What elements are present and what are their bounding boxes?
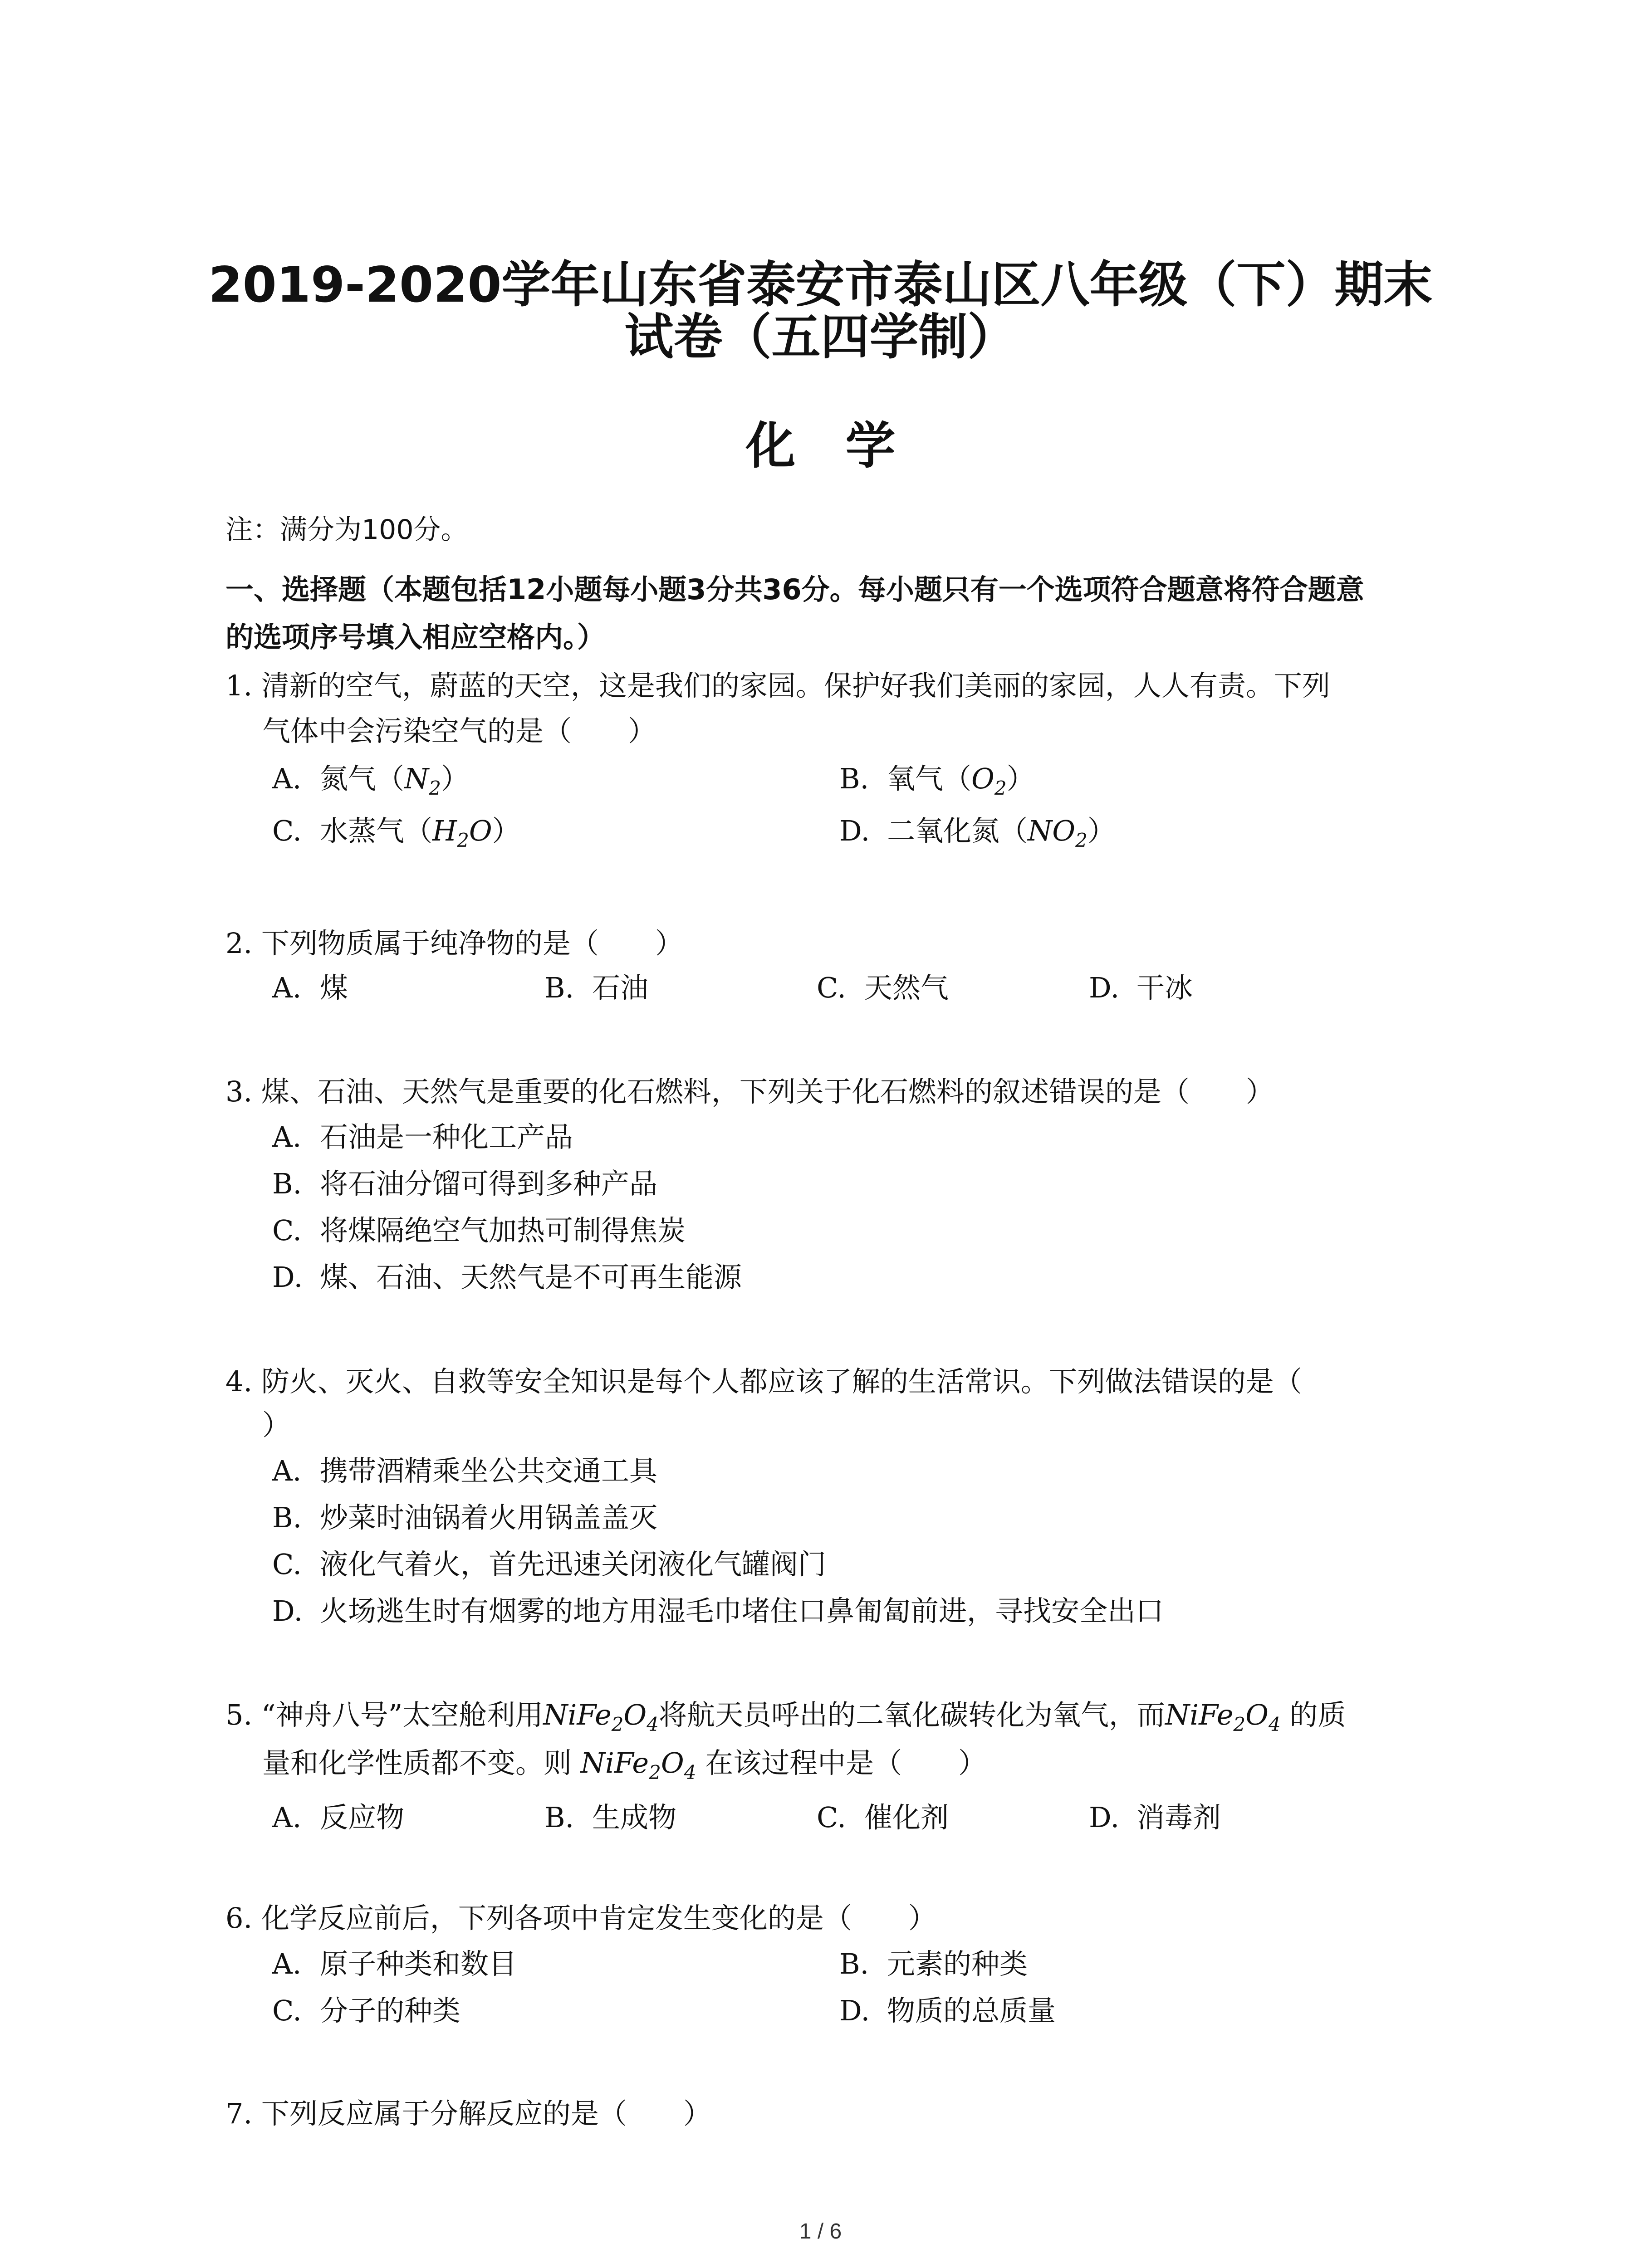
chem-formula: $NiFe_2O_4$ <box>543 1698 659 1735</box>
question-6-option-d: D. 物质的总质量 <box>839 1994 1056 2027</box>
chem-formula: $H_2O$ <box>432 814 492 851</box>
section-heading-line2: 的选项序号填入相应空格内。） <box>225 621 606 654</box>
question-3-option-d: D. 煤、石油、天然气是不可再生能源 <box>272 1261 742 1294</box>
question-text: 煤、石油、天然气是重要的化石燃料，下列关于化石燃料的叙述错误的是（ ） <box>261 1075 1274 1108</box>
question-4-option-d: D. 火场逃生时有烟雾的地方用湿毛巾堵住口鼻匍匐前进，寻找安全出口 <box>272 1594 1164 1628</box>
question-number: 3. <box>225 1075 253 1108</box>
question-text: 下列反应属于分解反应的是（ ） <box>261 2097 711 2130</box>
score-note: 注：满分为100分。 <box>225 514 468 546</box>
chem-formula: $O_2$ <box>971 762 1007 799</box>
question-1-option-d: D. 二氧化氮$(NO_2)$ <box>839 814 1116 851</box>
question-number: 6. <box>225 1901 253 1935</box>
chem-formula: $NiFe_2O_4$ <box>580 1746 696 1784</box>
exam-title-line2: 试卷（五四学制） <box>624 309 1017 366</box>
question-text: 下列物质属于纯净物的是（ ） <box>261 927 683 960</box>
question-number: 1. <box>225 669 253 702</box>
question-1-stem-cont: 气体中会污染空气的是（ ） <box>262 714 656 748</box>
question-1-option-a: A. 氮气$(N_2)$ <box>272 762 470 799</box>
question-1-stem <box>225 663 1330 704</box>
question-number: 5. <box>225 1698 253 1731</box>
question-text: 化学反应前后，下列各项中肯定发生变化的是（ ） <box>261 1901 936 1935</box>
question-4-option-a: A. 携带酒精乘坐公共交通工具 <box>272 1454 658 1487</box>
chem-formula: $NO_2$ <box>1028 814 1087 851</box>
question-4-stem-cont: ） <box>262 1408 291 1442</box>
question-4-option-b: B. 炒菜时油锅着火用锅盖盖灭 <box>272 1501 658 1534</box>
question-3-option-a: A. 石油是一种化工产品 <box>272 1120 573 1154</box>
exam-title-line1: 2019-2020学年山东省泰安市泰山区八年级（下）期末 <box>208 257 1433 313</box>
question-5-option-c: C. 催化剂 <box>817 1801 949 1834</box>
question-6-stem <box>225 1896 936 1936</box>
chem-formula: $N_2$ <box>404 762 441 799</box>
question-7-stem <box>225 2091 711 2131</box>
chem-formula: $NiFe_2O_4$ <box>1165 1698 1281 1735</box>
question-number: 2. <box>225 927 253 960</box>
question-5-stem-cont: 量和化学性质都不变。则 $NiFe_2O_4$ 在该过程中是（ ） <box>262 1746 987 1784</box>
question-2-stem <box>225 921 683 961</box>
question-6-option-c: C. 分子的种类 <box>272 1994 461 2027</box>
question-3-option-b: B. 将石油分馏可得到多种产品 <box>272 1167 658 1200</box>
question-2-option-c: C. 天然气 <box>817 971 949 1004</box>
question-3-stem <box>225 1069 1274 1110</box>
question-3-option-c: C. 将煤隔绝空气加热可制得焦炭 <box>272 1214 686 1247</box>
question-number: 4. <box>225 1365 253 1398</box>
question-4-stem <box>225 1359 1302 1399</box>
question-4-option-c: C. 液化气着火，首先迅速关闭液化气罐阀门 <box>272 1548 827 1581</box>
question-6-option-a: A. 原子种类和数目 <box>272 1947 517 1980</box>
subject-title: 化学 <box>745 417 945 475</box>
question-1-option-b: B. 氧气$(O_2)$ <box>839 762 1035 799</box>
question-5-option-d: D. 消毒剂 <box>1089 1801 1221 1834</box>
question-5-stem: 5. “神舟八号”太空舱利用$NiFe_2O_4$将航天员呼出的二氧化碳转化为氧气，而$NiFe_2O_4$ 的质 <box>225 1698 1346 1735</box>
question-5-option-a: A. 反应物 <box>272 1801 405 1834</box>
question-2-option-b: B. 石油 <box>544 971 649 1004</box>
question-6-option-b: B. 元素的种类 <box>839 1947 1028 1980</box>
question-1-option-c: C. 水蒸气$(H_2O)$ <box>272 814 520 851</box>
section-heading-line1: 一、选择题（本题包括12小题每小题3分共36分。每小题只有一个选项符合题意将符合题意 <box>225 573 1364 606</box>
question-5-option-b: B. 生成物 <box>544 1801 677 1834</box>
question-text: 清新的空气，蔚蓝的天空，这是我们的家园。保护好我们美丽的家园，人人有责。下列 <box>261 669 1330 702</box>
page-number: 1 / 6 <box>799 2219 842 2244</box>
question-text: 防火、灭火、自救等安全知识是每个人都应该了解的生活常识。下列做法错误的是（ <box>261 1365 1302 1398</box>
question-2-option-a: A. 煤 <box>272 971 348 1004</box>
question-2-option-d: D. 干冰 <box>1089 971 1193 1004</box>
question-number: 7. <box>225 2097 253 2130</box>
